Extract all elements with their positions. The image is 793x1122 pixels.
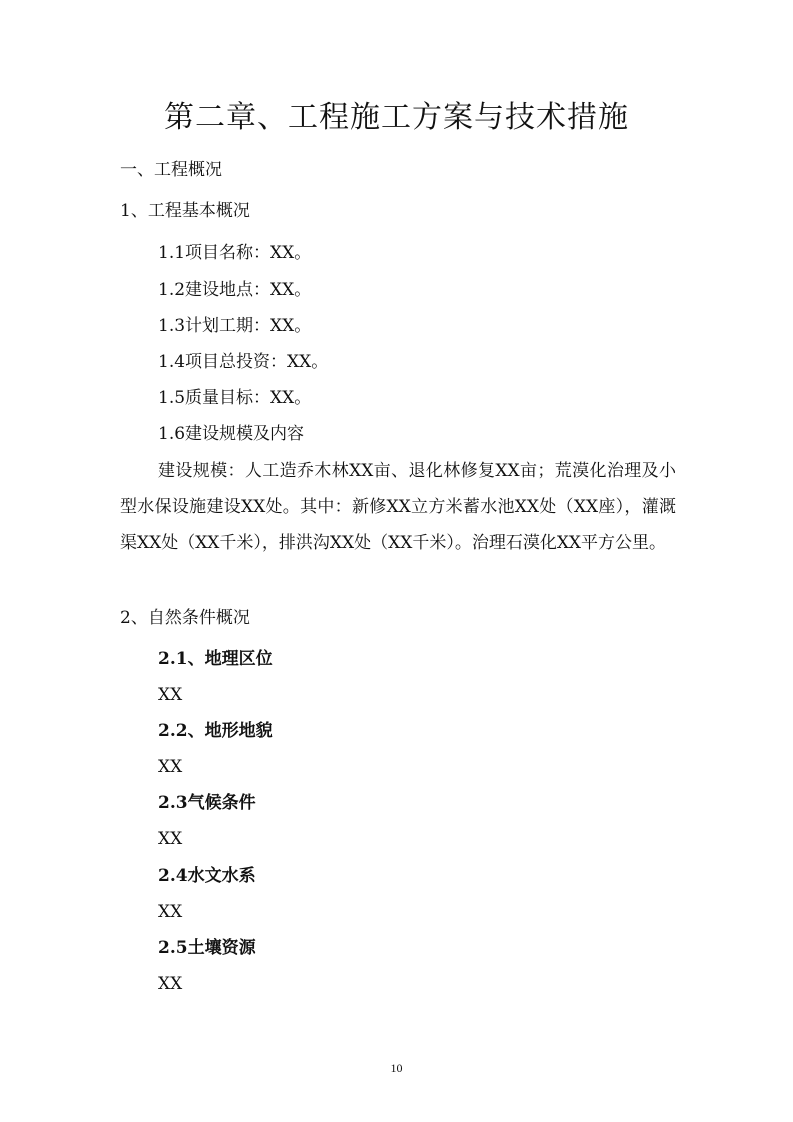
list-item: 1.5质量目标：XX。 [158, 388, 312, 408]
subsection-heading-basic: 1、工程基本概况 [120, 201, 250, 221]
chapter-title: 第二章、工程施工方案与技术措施 [164, 100, 629, 135]
list-item: 1.4项目总投资：XX。 [158, 352, 329, 372]
item-heading: 2.2、地形地貌 [158, 721, 273, 741]
item-heading: 2.4水文水系 [158, 866, 256, 886]
item-value: XX [158, 974, 183, 994]
list-item: 1.1项目名称：XX。 [158, 243, 312, 263]
scale-paragraph: 建设规模：人工造乔木林XX亩、退化林修复XX亩；荒漠化治理及小型水保设施建设XX处。其中：新修XX立方米蓄水池XX处（XX座），灌溉渠XX处（XX千米），排洪沟XX处（XX千米）。治理石漠化XX平方公里。 [120, 461, 676, 553]
page-number: 10 [390, 1061, 403, 1075]
list-item: 1.6建设规模及内容 [158, 424, 305, 444]
item-value: XX [158, 902, 183, 922]
item-value: XX [158, 757, 183, 777]
item-heading: 2.1、地理区位 [158, 649, 273, 669]
list-item: 1.3计划工期：XX。 [158, 316, 312, 336]
subsection-heading-natural: 2、自然条件概况 [120, 608, 250, 628]
item-heading: 2.3气候条件 [158, 793, 256, 813]
item-value: XX [158, 829, 183, 849]
list-item: 1.2建设地点：XX。 [158, 280, 312, 300]
item-heading: 2.5土壤资源 [158, 938, 256, 958]
section-heading-overview: 一、工程概况 [120, 160, 222, 180]
item-value: XX [158, 685, 183, 705]
